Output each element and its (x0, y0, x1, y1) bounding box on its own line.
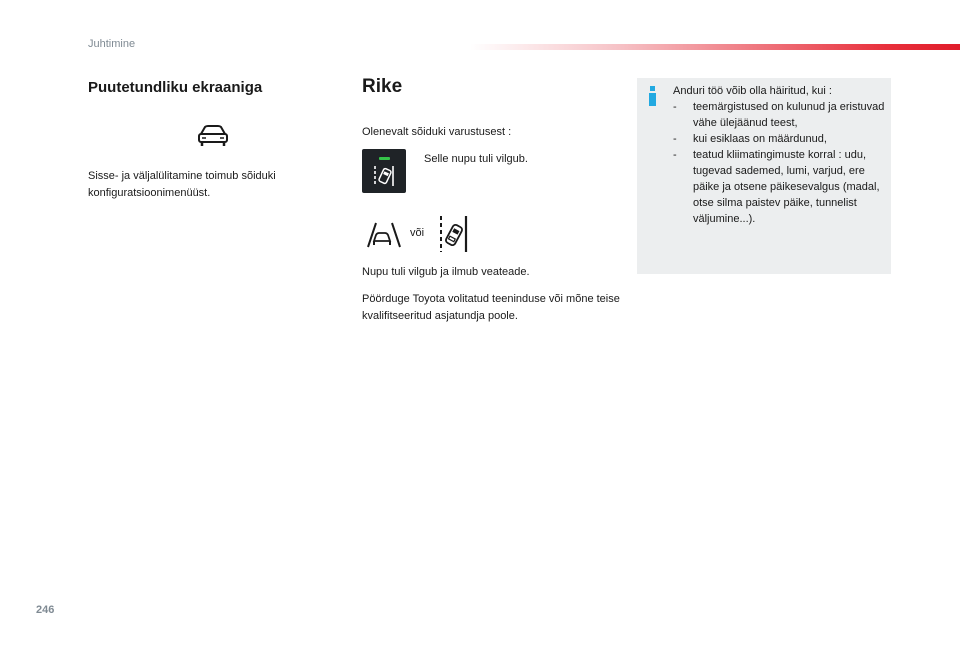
or-text: või (410, 227, 425, 239)
info-icon (648, 86, 657, 106)
lane-keeping-car-icon (438, 214, 470, 254)
page-number: 246 (36, 604, 55, 616)
lane-departure-warning-icon (366, 219, 402, 249)
touchscreen-heading: Puutetundliku ekraaniga (88, 79, 263, 96)
malfunction-heading: Rike (362, 76, 403, 97)
section-label: Juhtimine (88, 38, 136, 50)
lane-car-symbol-icon (372, 164, 396, 188)
touchscreen-description: Sisse- ja väljalülitamine toimub sõiduki konfiguratsioonimenüüst. (88, 170, 276, 199)
blink-message-paragraph: Nupu tuli vilgub ja ilmub veateade. (362, 266, 530, 278)
button-indicator-lamp (379, 157, 390, 160)
car-outline-icon (196, 122, 230, 148)
button-blink-caption: Selle nupu tuli vilgub. (424, 153, 528, 165)
lane-assist-button-icon (362, 149, 406, 193)
list-item: - kui esiklaas on määrdunud, (673, 133, 827, 145)
header-accent-bar (470, 44, 960, 50)
list-item: - teatud kliimatingimuste korral : udu, tugevad sademed, lumi, varjud, ere päike ja otsene päikesevalgus (madal, otse silma paistev päike, tunnelist väljumine...). (673, 149, 880, 225)
sensor-conditions-list (673, 99, 887, 227)
info-box-text (673, 83, 887, 227)
info-box-intro: Anduri töö võib olla häiritud, kui : (673, 85, 832, 97)
contact-dealer-paragraph: Pöörduge Toyota volitatud teeninduse või mõne teise kvalifitseeritud asjatundja poole. (362, 293, 620, 322)
list-item: - teemärgistused on kulunud ja eristuvad vähe ülejäänud teest, (673, 101, 885, 129)
equipment-intro: Olenevalt sõiduki varustusest : (362, 126, 512, 138)
